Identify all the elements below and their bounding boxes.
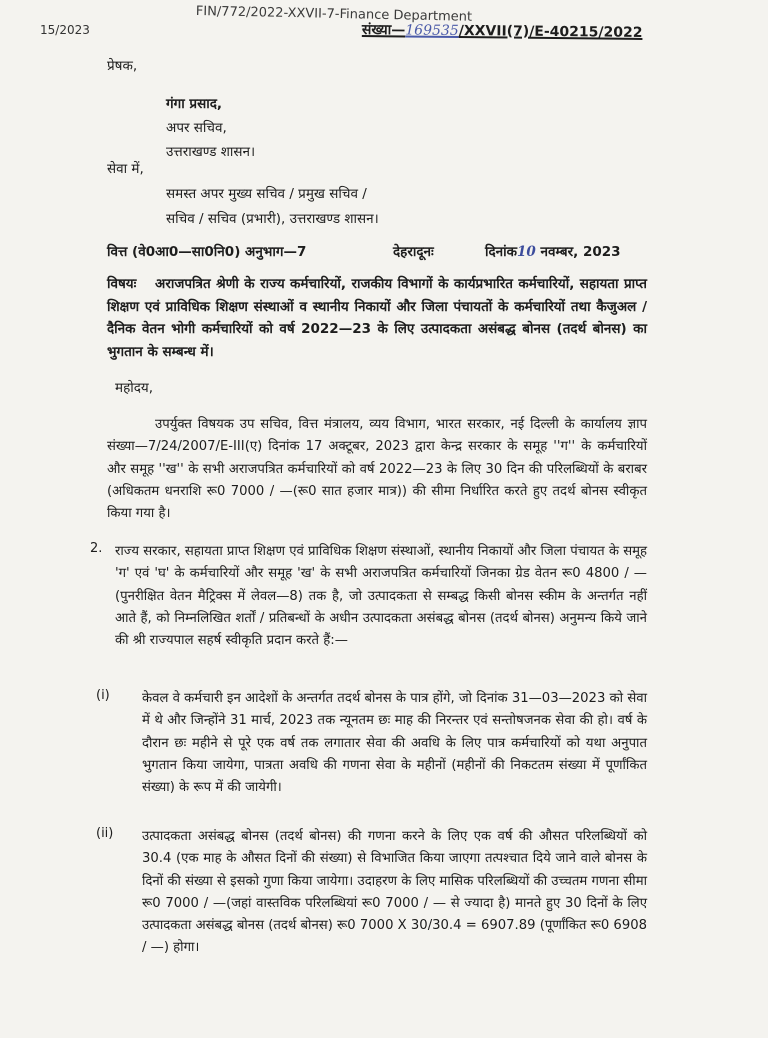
date-handwritten: 10 <box>517 244 536 260</box>
sender-office: उत्तराखण्ड शासन। <box>166 144 256 160</box>
letter-date <box>485 242 621 260</box>
sender-label: प्रेषक, <box>107 58 138 74</box>
condition-1-number: (i) <box>96 688 110 703</box>
ref-handwritten: 169535 <box>405 22 459 40</box>
sender-name: गंगा प्रसाद, <box>166 96 222 112</box>
condition-2: उत्पादकता असंबद्ध बोनस (तदर्थ बोनस) की गणना करने के लिए एक वर्ष की औसत परिलब्धियों को 30.4 (एक माह के औसत दिनों की संख्या) से विभाजित किया जाएगा तत्पश्चात दिये जाने वाले बोनस के दिनों की संख्या से इसको गुणा किया जायेगा। उदाहरण के लिए मासिक परिलब्धियों की उच्चतम गणना सीमा रू0 7000 / —(जहां वास्तविक परिलब्धियां रू0 7000 / — से ज्यादा है) मानते हुए 30 दिनों के लिए उत्पादकता असंबद्ध बोनस (तदर्थ बोनस) रू0 7000 X 30/30.4 = 6907.89 (पूर्णांकित रू0 6908 / —) होगा। <box>142 829 647 956</box>
department-line: वित्त (वे0आ0—सा0नि0) अनुभाग—7 <box>107 244 307 260</box>
salutation: महोदय, <box>115 380 154 396</box>
place: देहरादूनः <box>393 244 434 260</box>
ref-prefix: संख्या— <box>361 21 406 39</box>
date-suffix: नवम्बर, 2023 <box>540 244 621 260</box>
condition-2-number: (ii) <box>96 826 114 841</box>
recipient-label: सेवा में, <box>107 161 144 177</box>
paragraph-2-number: 2. <box>90 541 103 556</box>
ref-suffix: /XXVII(7)/E-40215/2022 <box>458 23 643 41</box>
file-header: FIN/772/2022-XXVII-7-Finance Department <box>195 4 473 25</box>
recipient-line1: समस्त अपर मुख्य सचिव / प्रमुख सचिव / <box>166 186 367 202</box>
reference-number <box>362 20 643 42</box>
corner-date: 15/2023 <box>40 23 90 37</box>
paragraph-2: राज्य सरकार, सहायता प्राप्त शिक्षण एवं प्राविधिक शिक्षण संस्थाओं, स्थानीय निकायों और जिला पंचायत के समूह 'ग' एवं 'घ' के कर्मचारियों और समूह 'ख' के सभी अराजपत्रित कर्मचारियों जिनका ग्रेड वेतन रू0 4800 / — (पुनरीक्षित वेतन मैट्रिक्स में लेवल—8) तक है, जो उत्पादकता से सम्बद्ध किसी बोनस स्कीम के अन्तर्गत नहीं आते हैं, को निम्नलिखित शर्तों / प्रतिबन्धों के अधीन उत्पादकता असंबद्ध बोनस (तदर्थ बोनस) अनुमन्य किये जाने की श्री राज्यपाल सहर्ष स्वीकृति प्रदान करते हैं:— <box>115 544 647 649</box>
sender-designation: अपर सचिव, <box>166 120 227 136</box>
date-prefix: दिनांक <box>485 244 518 260</box>
subject-text: अराजपत्रित श्रेणी के राज्य कर्मचारियों, राजकीय विभागों के कार्यप्रभारित कर्मचारियों, सहायता प्राप्त शिक्षण एवं प्राविधिक शिक्षण संस्थाओं व स्थानीय निकायों और जिला पंचायतों के कर्मचारियों तथा कैजुअल / दैनिक वेतन भोगी कर्मचारियों को वर्ष 2022—23 के लिए उत्पादकता असंबद्ध बोनस (तदर्थ बोनस) का भुगतान के सम्बन्ध में। <box>107 276 647 360</box>
recipient-line2: सचिव / सचिव (प्रभारी), उत्तराखण्ड शासन। <box>166 211 379 227</box>
condition-1: केवल वे कर्मचारी इन आदेशों के अन्तर्गत तदर्थ बोनस के पात्र होंगे, जो दिनांक 31—03—2023 को सेवा में थे और जिन्होंने 31 मार्च, 2023 तक न्यूनतम छः माह की निरन्तर एवं सन्तोषजनक सेवा की हो। वर्ष के दौरान छः महीने से पूरे एक वर्ष तक लगातार सेवा की अवधि के लिए पात्र कर्मचारियों को यथा अनुपात भुगतान किया जायेगा, पात्रता अवधि की गणना सेवा के महीनों (महीनों की निकटतम संख्या में पूर्णांकित संख्या) के रूप में की जायेगी। <box>142 691 647 796</box>
subject-label: विषयः <box>107 276 137 292</box>
paragraph-1: उपर्युक्त विषयक उप सचिव, वित्त मंत्रालय, व्यय विभाग, भारत सरकार, नई दिल्ली के कार्यालय ज्ञाप संख्या—7/24/2007/E-III(ए) दिनांक 17 अक्टूबर, 2023 द्वारा केन्द्र सरकार के समूह ''ग'' के कर्मचारियों और समूह ''ख'' के सभी अराजपत्रित कर्मचारियों को वर्ष 2022—23 के लिए 30 दिन की परिलब्धियों के बराबर (अधिकतम धनराशि रू0 7000 / —(रू0 सात हजार मात्र)) की सीमा निर्धारित करते हुए तदर्थ बोनस स्वीकृत किया गया है। <box>107 417 647 522</box>
